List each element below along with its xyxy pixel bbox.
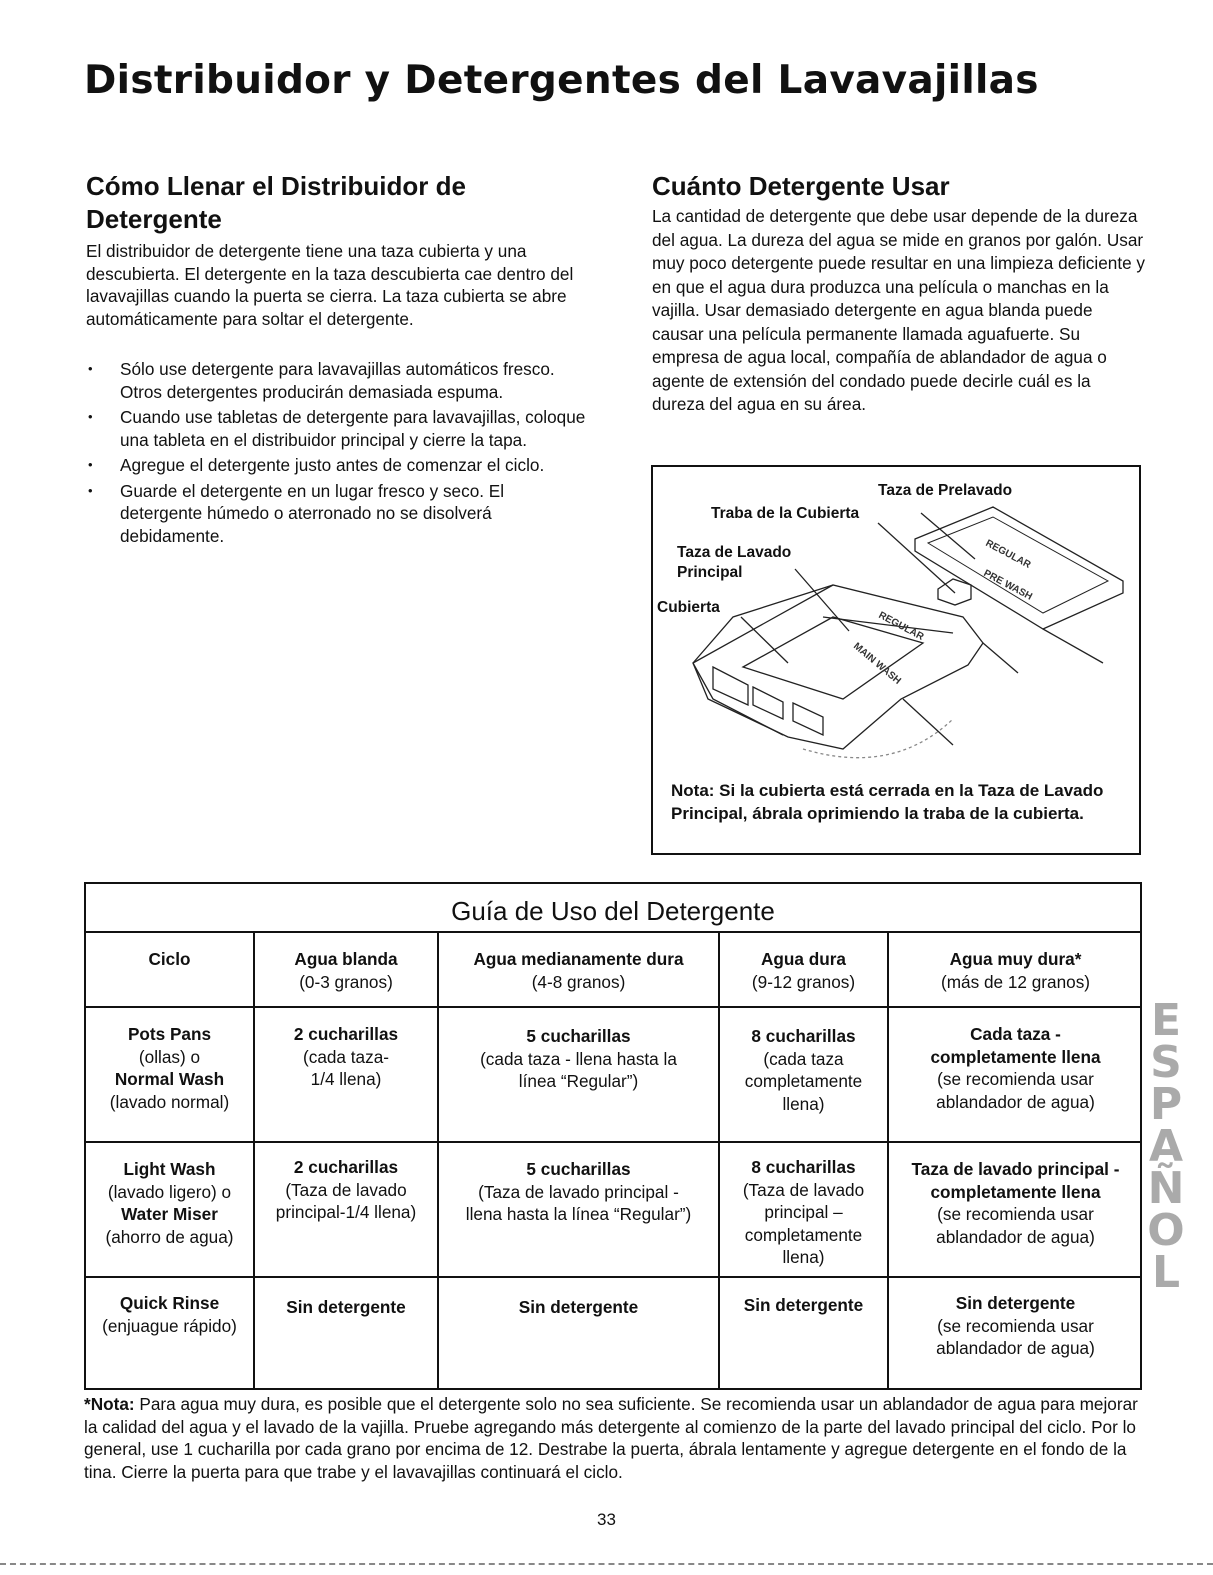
side-tab-letter: Ñ bbox=[1147, 1163, 1185, 1214]
amount-note: (cada taza- 1/4 llena) bbox=[303, 1046, 389, 1089]
leader-line bbox=[921, 513, 975, 559]
amount: Sin detergente bbox=[955, 1293, 1076, 1313]
header-label: Agua muy dura* bbox=[949, 949, 1082, 969]
amount-note: (cada taza - llena hasta la línea “Regular”) bbox=[480, 1048, 677, 1091]
cycle-name: Water Miser bbox=[121, 1204, 218, 1224]
regular-engraving: REGULAR bbox=[983, 537, 1033, 571]
amount: 5 cucharillas bbox=[526, 1159, 631, 1179]
header-soft bbox=[255, 948, 437, 993]
detergent-amount-paragraph: La cantidad de detergente que debe usar depende de la dureza del agua. La dureza del agua se mide en granos por galón. Usar muy poco detergente puede resultar en una limpieza deficiente y en que el agua dura produzca una película o manchas en la vajilla. Usar demasiado detergente en agua blanda puede causar una película permanente llamada aguafuerte. Su empresa de agua local, compañía de ablandador de agua o agente de extensión del condado puede decirle cuál es la dureza del agua en su área. bbox=[652, 206, 1146, 414]
cover-label: Cubierta bbox=[657, 599, 720, 616]
side-tab-letter: S bbox=[1150, 1037, 1182, 1088]
list-item: • Sólo use detergente para lavavajillas automáticos fresco. Otros detergentes producirán demasiada espuma. bbox=[86, 358, 586, 403]
cover-latch-label: Traba de la Cubierta bbox=[711, 505, 860, 522]
divider bbox=[86, 1006, 1140, 1008]
amount: 8 cucharillas bbox=[751, 1026, 856, 1046]
cycle-sub: (ollas) o bbox=[138, 1046, 201, 1067]
regular-engraving: REGULAR bbox=[876, 609, 926, 643]
main-wash-cup-label-2: Principal bbox=[677, 564, 743, 581]
prewash-cup-label: Taza de Prelavado bbox=[878, 482, 1013, 499]
table-row-1-hard bbox=[720, 1025, 887, 1115]
amount-note: (se recomienda usar ablandador de agua) bbox=[936, 1069, 1095, 1112]
table-row-3-hard: Sin detergente bbox=[743, 1295, 864, 1315]
main-cup-shape bbox=[693, 585, 983, 749]
heading-line-2: Detergente bbox=[86, 204, 222, 234]
header-sub: (0-3 granos) bbox=[299, 971, 393, 992]
table-row-2-hard bbox=[720, 1156, 887, 1269]
table-row-2-cycle bbox=[86, 1158, 253, 1248]
table-row-1-medium bbox=[439, 1025, 718, 1093]
side-tab-letter: E bbox=[1150, 995, 1182, 1046]
guide-title: Guía de Uso del Detergente bbox=[451, 896, 775, 926]
list-item: • Guarde el detergente en un lugar fresco y seco. El detergente húmedo o aterronado no se disolverá debidamente. bbox=[86, 480, 586, 548]
header-very-hard bbox=[889, 948, 1142, 993]
cycle-name: Light Wash bbox=[123, 1159, 216, 1179]
language-side-tab bbox=[1146, 995, 1186, 1298]
cycle-sub: (ahorro de agua) bbox=[105, 1226, 234, 1247]
header-sub: (más de 12 granos) bbox=[940, 971, 1091, 992]
detergent-guide-table bbox=[84, 882, 1142, 1390]
table-row-1-very-hard bbox=[889, 1023, 1142, 1113]
mainwash-engraving: MAIN WASH bbox=[851, 640, 903, 687]
amount: 2 cucharillas bbox=[293, 1157, 399, 1177]
figure-note: Nota: Si la cubierta está cerrada en la Taza de Lavado Principal, ábrala oprimiendo la traba de la cubierta. bbox=[671, 781, 1104, 823]
table-row-1-cycle bbox=[86, 1023, 253, 1113]
header-label: Ciclo bbox=[148, 949, 191, 969]
cycle-name: Pots Pans bbox=[127, 1024, 212, 1044]
header-label: Agua medianamente dura bbox=[473, 949, 684, 969]
prewash-engraving: PRE WASH bbox=[981, 567, 1034, 603]
divider bbox=[86, 1141, 1140, 1143]
footnote bbox=[84, 1393, 1154, 1483]
divider bbox=[86, 1276, 1140, 1278]
amount-note: (cada taza completamente llena) bbox=[744, 1048, 863, 1114]
page-number: 33 bbox=[597, 1510, 616, 1529]
divider bbox=[86, 931, 1140, 933]
list-item: • Agregue el detergente justo antes de comenzar el ciclo. bbox=[86, 454, 586, 477]
cycle-sub: (lavado ligero) o bbox=[107, 1181, 232, 1202]
side-tab-letter: A bbox=[1148, 1121, 1184, 1172]
header-sub: (9-12 granos) bbox=[751, 971, 856, 992]
intro-paragraph: El distribuidor de detergente tiene una taza cubierta y una descubierta. El detergente en la taza descubierta cae dentro del lavavajillas cuando la puerta se cierra. La taza cubierta se abre automáticamente para soltar el detergente. bbox=[86, 241, 574, 329]
page-title: Distribuidor y Detergentes del Lavavajillas bbox=[84, 58, 1039, 103]
table-row-2-very-hard bbox=[889, 1158, 1142, 1248]
leader-line bbox=[795, 569, 849, 631]
page-edge-divider bbox=[0, 1563, 1213, 1565]
side-tab-letters bbox=[1146, 995, 1186, 1298]
header-cycle bbox=[86, 948, 253, 971]
fill-dispenser-heading bbox=[86, 170, 586, 236]
table-row-3-medium: Sin detergente bbox=[518, 1297, 639, 1317]
amount: 5 cucharillas bbox=[526, 1026, 631, 1046]
table-row-2-soft bbox=[255, 1156, 437, 1224]
list-item: • Cuando use tabletas de detergente para lavavajillas, coloque una tableta en el distribuidor principal y cierre la tapa. bbox=[86, 406, 586, 451]
header-sub: (4-8 granos) bbox=[531, 971, 626, 992]
header-hard bbox=[720, 948, 887, 993]
dispenser-figure bbox=[651, 465, 1141, 855]
cycle-sub: (lavado normal) bbox=[109, 1091, 230, 1112]
table-row-3-very-hard bbox=[889, 1292, 1142, 1360]
fill-dispenser-section bbox=[86, 170, 586, 550]
amount-note: (Taza de lavado principal - llena hasta la línea “Regular”) bbox=[465, 1181, 692, 1224]
cycle-sub: (enjuague rápido) bbox=[102, 1315, 237, 1336]
amount-note: (se recomienda usar ablandador de agua) bbox=[936, 1204, 1095, 1247]
header-medium bbox=[439, 948, 718, 993]
header-label: Agua blanda bbox=[294, 949, 398, 969]
amount-note: (Taza de lavado principal – completamente llena) bbox=[742, 1179, 865, 1267]
table-row-2-medium bbox=[439, 1158, 718, 1226]
table-row-1-soft bbox=[255, 1023, 437, 1091]
heading-line-1: Cómo Llenar el Distribuidor de bbox=[86, 171, 466, 201]
cycle-name: Quick Rinse bbox=[119, 1293, 220, 1313]
main-wash-cup-label bbox=[677, 543, 791, 583]
side-tab-letter: P bbox=[1149, 1079, 1183, 1130]
cycle-name: Normal Wash bbox=[114, 1069, 225, 1089]
amount-note: (se recomienda usar ablandador de agua) bbox=[936, 1315, 1095, 1358]
table-row-3-cycle bbox=[86, 1292, 253, 1337]
header-label: Agua dura bbox=[761, 949, 846, 969]
leader-line bbox=[878, 523, 955, 593]
detergent-amount-heading: Cuánto Detergente Usar bbox=[652, 171, 950, 201]
footnote-text: Para agua muy dura, es posible que el detergente solo no sea suficiente. Se recomienda usar un ablandador de agua para mejorar la calidad del agua y el lavado de la vajilla. Pruebe agregando más detergente al comienzo de la parte del lavado principal del ciclo. Por lo general, use 1 cucharilla por cada grano por encima de 12. Destrabe la puerta, ábrala lentamente y agregue detergente en el fondo de la tina. Cierre la puerta para que trabe y el lavavajillas continuará el ciclo. bbox=[84, 1394, 1138, 1482]
footnote-label: *Nota: bbox=[84, 1394, 135, 1414]
detergent-amount-section bbox=[652, 170, 1147, 417]
amount-note: (Taza de lavado principal-1/4 llena) bbox=[275, 1179, 417, 1222]
amount: Cada taza - completamente llena bbox=[930, 1024, 1101, 1067]
main-wash-cup-label-1: Taza de Lavado bbox=[677, 544, 792, 561]
side-tab-letter: L bbox=[1151, 1247, 1181, 1298]
side-tab-letter: O bbox=[1147, 1205, 1185, 1256]
tips-list bbox=[86, 358, 586, 547]
table-row-3-soft: Sin detergente bbox=[286, 1297, 406, 1317]
prewash-cup-shape bbox=[915, 507, 1123, 629]
amount: Taza de lavado principal - completamente llena bbox=[911, 1159, 1120, 1202]
amount: 8 cucharillas bbox=[751, 1157, 856, 1177]
amount: 2 cucharillas bbox=[293, 1024, 399, 1044]
